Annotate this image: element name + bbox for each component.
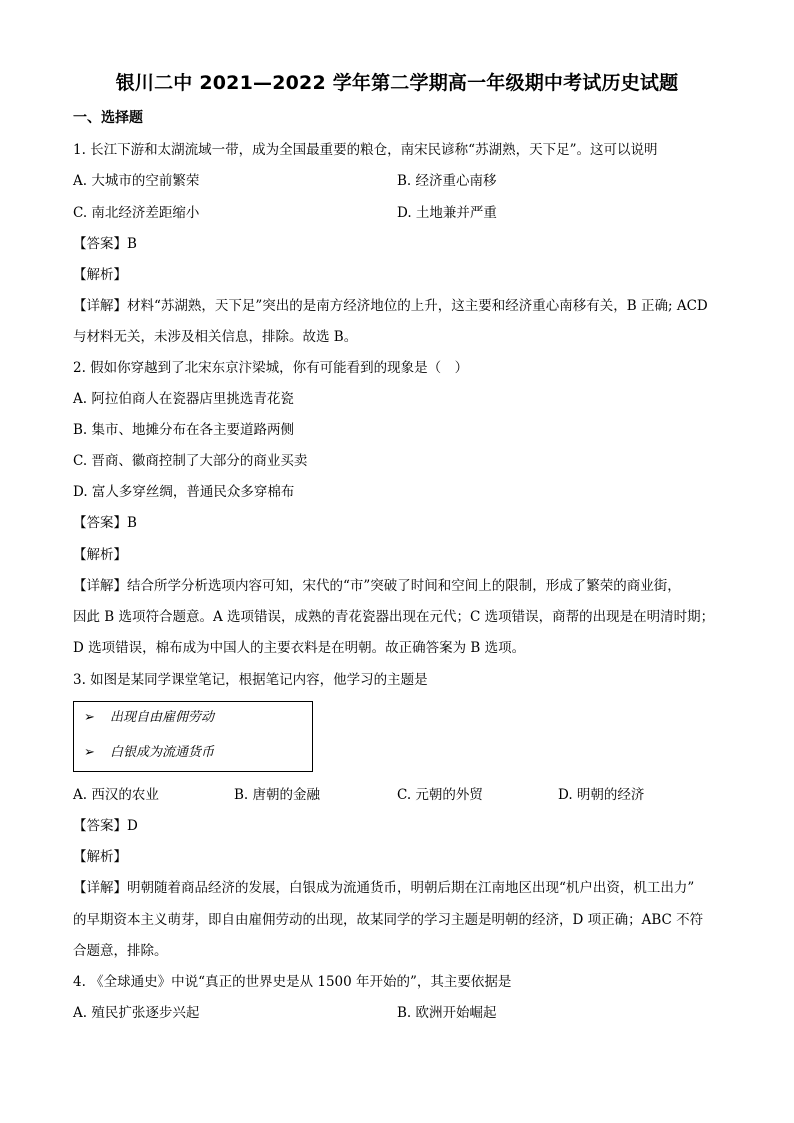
arrow-bullet-icon: ➢ <box>84 745 95 760</box>
q1-answer: 【答案】B <box>73 236 137 252</box>
q1-option-c: C. 南北经济差距缩小 <box>73 205 200 221</box>
q1-option-b: B. 经济重心南移 <box>397 173 497 189</box>
q2-detail-line-1: 【详解】结合所学分析选项内容可知，宋代的“市”突破了时间和空间上的限制，形成了繁荣的商业街， <box>73 578 681 594</box>
q4-option-a: A. 殖民扩张逐步兴起 <box>73 1005 200 1021</box>
q4-option-b: B. 欧洲开始崛起 <box>397 1005 497 1021</box>
q3-note-box <box>73 701 313 772</box>
section-heading: 一、选择题 <box>73 110 143 126</box>
page-title: 银川二中 2021—2022 学年第二学期高一年级期中考试历史试题 <box>115 72 679 94</box>
q1-option-d: D. 土地兼并严重 <box>397 205 497 221</box>
q2-detail-line-3: D 选项错误，棉布成为中国人的主要衣料是在明朝。故正确答案为 B 选项。 <box>73 640 526 656</box>
q1-option-a: A. 大城市的空前繁荣 <box>73 173 200 189</box>
q3-option-a: A. 西汉的农业 <box>73 787 159 803</box>
q2-stem: 2. 假如你穿越到了北宋东京汴梁城，你有可能看到的现象是（ ） <box>73 360 469 376</box>
q3-option-c: C. 元朝的外贸 <box>397 787 483 803</box>
q2-analysis-label: 【解析】 <box>73 547 127 563</box>
arrow-bullet-icon: ➢ <box>84 710 95 725</box>
q3-detail-line-1: 【详解】明朝随着商品经济的发展，白银成为流通货币，明朝后期在江南地区出现“机户出资，机工出力” <box>73 880 695 896</box>
q2-option-b: B. 集市、地摊分布在各主要道路两侧 <box>73 422 295 438</box>
q3-analysis-label: 【解析】 <box>73 849 127 865</box>
q3-detail-line-3: 合题意，排除。 <box>73 943 168 959</box>
q2-option-c: C. 晋商、徽商控制了大部分的商业买卖 <box>73 453 308 469</box>
q3-detail-line-2: 的早期资本主义萌芽，即自由雇佣劳动的出现，故某同学的学习主题是明朝的经济，D 项正确；ABC 不符 <box>73 912 704 928</box>
q3-note-item-1 <box>84 709 214 727</box>
q2-answer: 【答案】B <box>73 515 137 531</box>
q1-analysis-label: 【解析】 <box>73 267 127 283</box>
q3-note-text-2: 白银成为流通货币 <box>110 745 215 760</box>
q3-option-b: B. 唐朝的金融 <box>234 787 321 803</box>
q3-note-text-1: 出现自由雇佣劳动 <box>110 710 215 725</box>
q2-detail-line-2: 因此 B 选项符合题意。A 选项错误，成熟的青花瓷器出现在元代；C 选项错误，商帮的出现是在明清时期； <box>73 609 715 625</box>
q3-option-d: D. 明朝的经济 <box>558 787 645 803</box>
q3-note-item-2 <box>84 744 214 762</box>
q4-stem: 4. 《全球通史》中说“真正的世界史是从 1500 年开始的”，其主要依据是 <box>73 974 512 990</box>
q1-stem: 1. 长江下游和太湖流域一带，成为全国最重要的粮仓，南宋民谚称“苏湖熟，天下足”。这可以说明 <box>73 142 658 158</box>
q1-detail-line-1: 【详解】材料“苏湖熟，天下足”突出的是南方经济地位的上升，这主要和经济重心南移有关，B 正确; ACD <box>73 298 708 314</box>
q3-stem: 3. 如图是某同学课堂笔记，根据笔记内容，他学习的主题是 <box>73 672 428 688</box>
q1-detail-line-2: 与材料无关，未涉及相关信息，排除。故选 B。 <box>73 329 358 345</box>
q3-answer: 【答案】D <box>73 818 138 834</box>
q2-option-d: D. 富人多穿丝绸，普通民众多穿棉布 <box>73 484 295 500</box>
q2-option-a: A. 阿拉伯商人在瓷器店里挑选青花瓷 <box>73 391 294 407</box>
